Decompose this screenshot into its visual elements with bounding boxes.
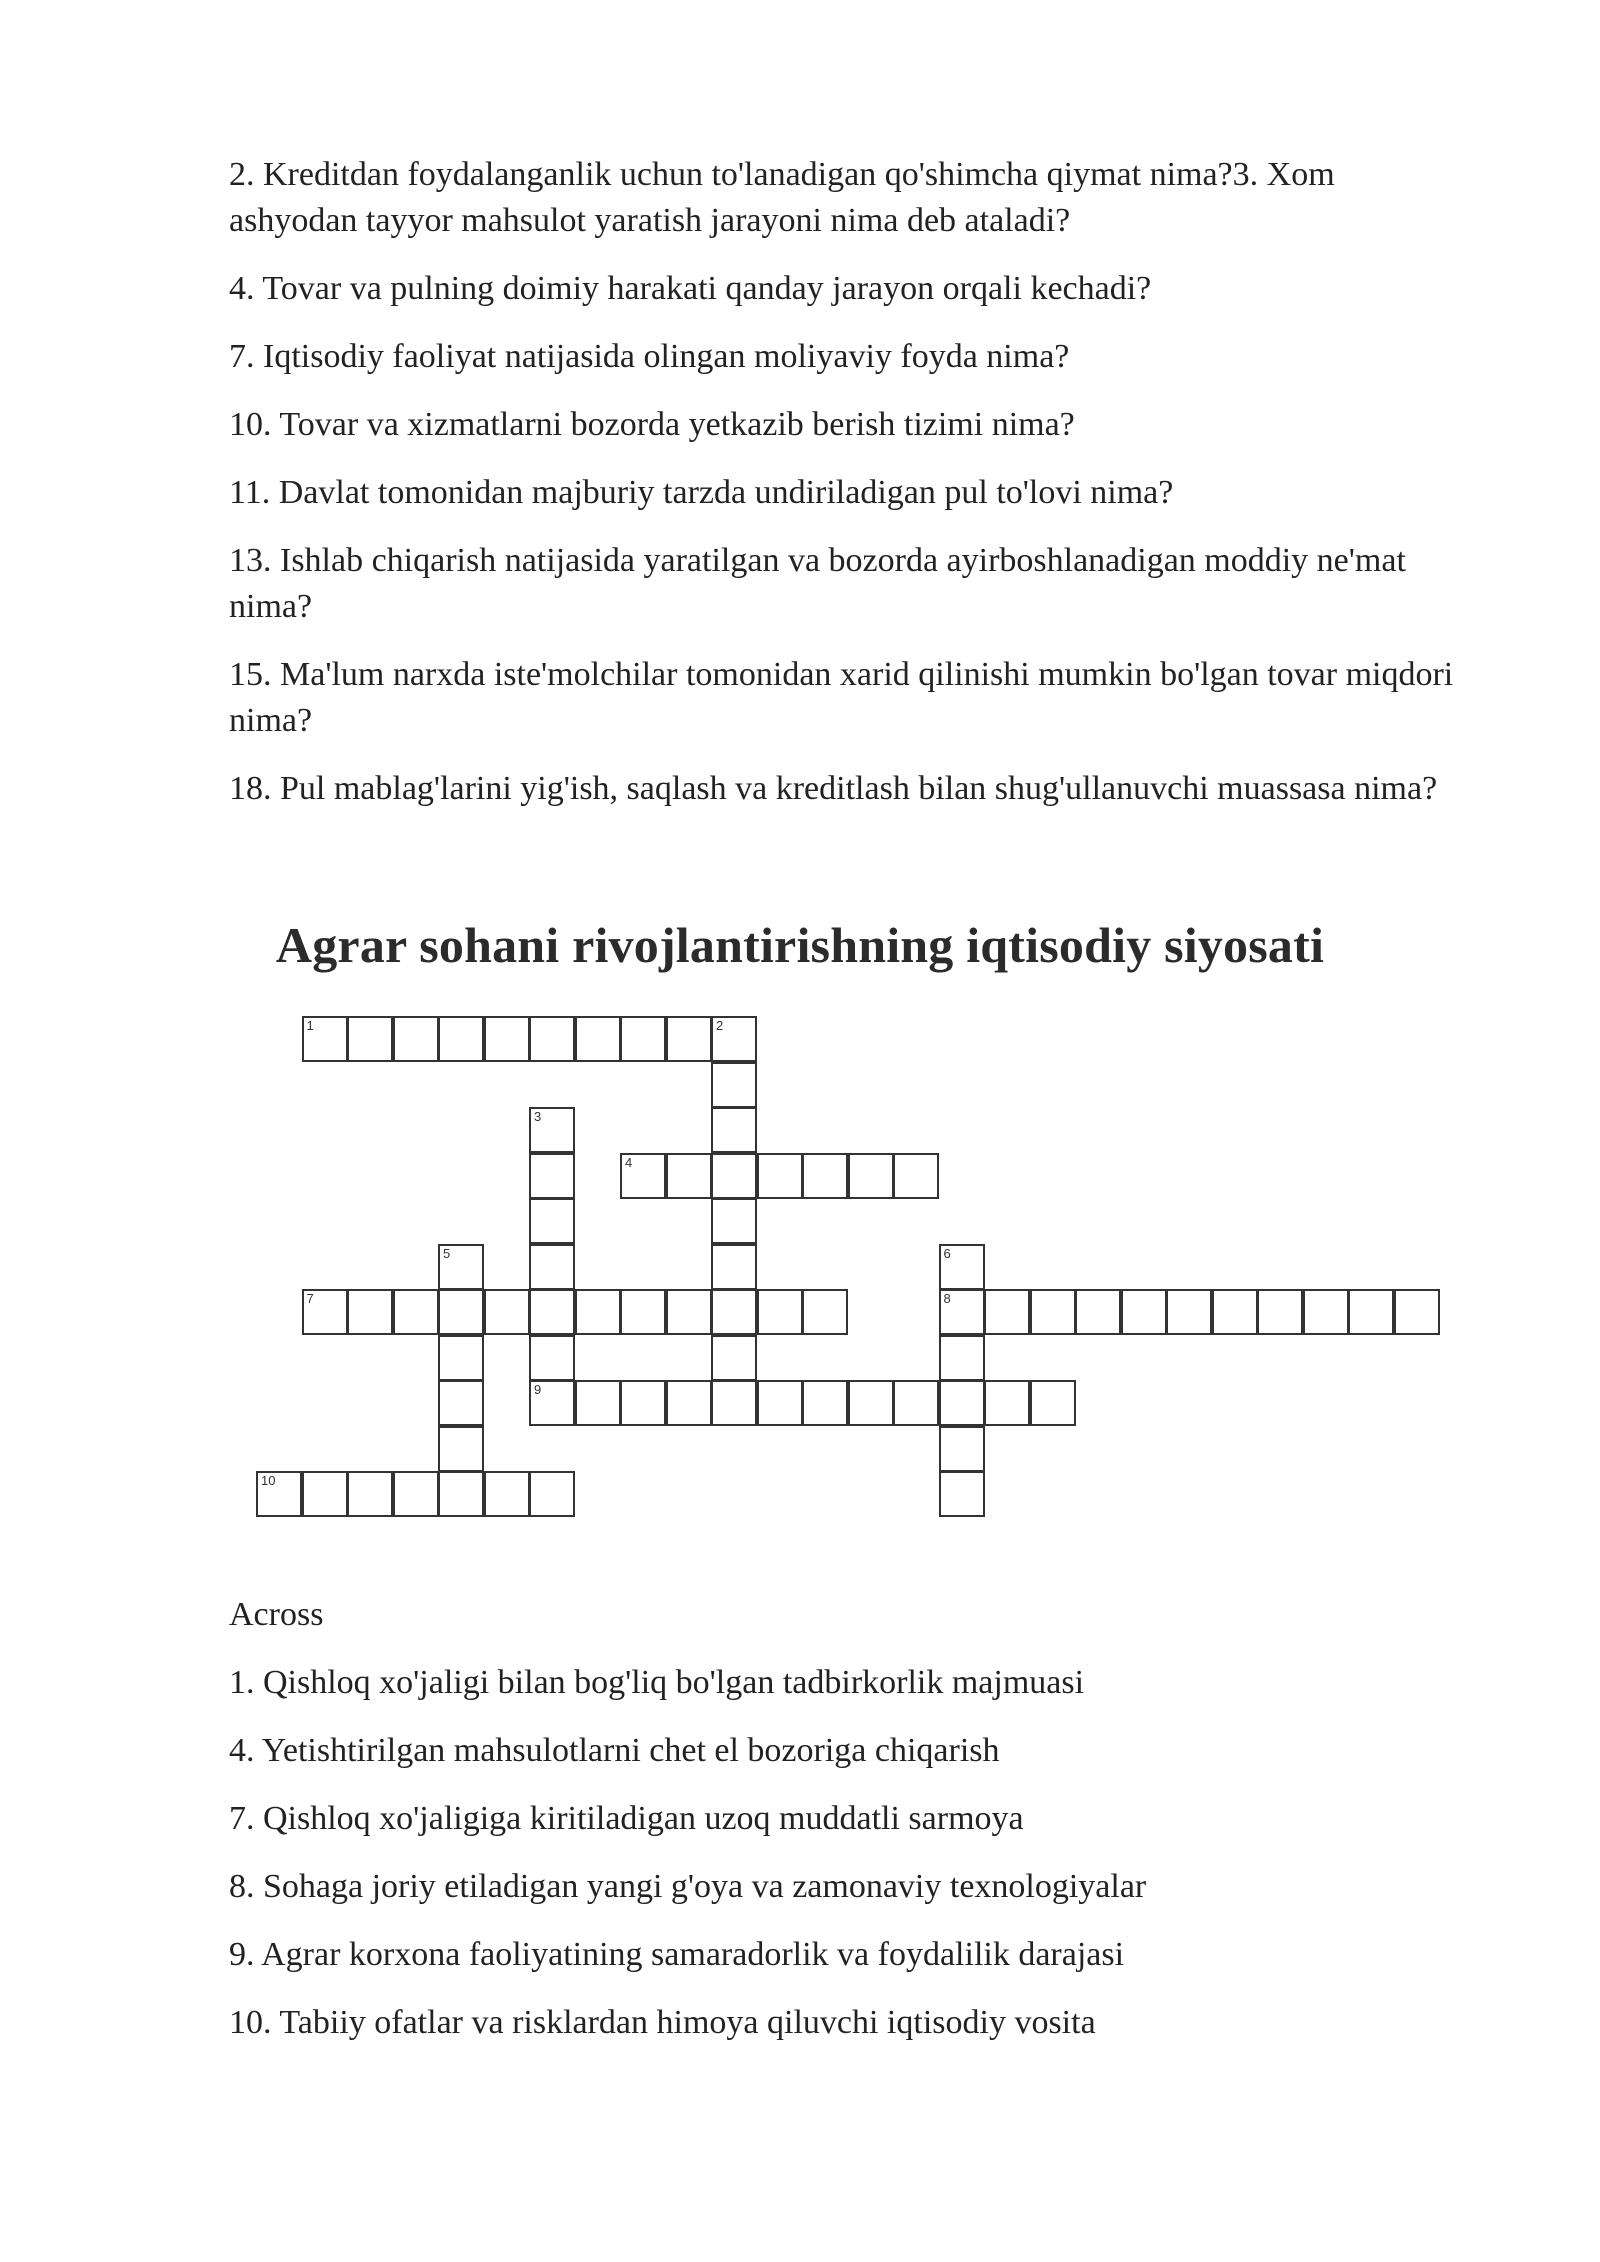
crossword-cell[interactable] [1030,1289,1076,1335]
crossword-cell[interactable] [302,1471,348,1517]
crossword-cell[interactable] [529,1244,575,1290]
down-clue-2-3: 2. Kreditdan foydalanganlik uchun to'lanadigan qo'shimcha qiymat nima?3. Xom ashyodan tayyor mahsulot yaratish jarayoni nima deb ataladi? [229,156,1335,239]
crossword-cell[interactable] [529,1016,575,1062]
crossword-cell[interactable] [438,1016,484,1062]
crossword-cell[interactable] [711,1016,757,1062]
crossword-cell[interactable] [802,1153,848,1199]
crossword-cell[interactable] [620,1016,666,1062]
crossword-cell[interactable] [757,1289,803,1335]
crossword-cell[interactable] [620,1289,666,1335]
crossword-cell[interactable] [620,1153,666,1199]
across-clue-10: 10. Tabiiy ofatlar va risklardan himoya qiluvchi iqtisodiy vosita [229,2004,1096,2041]
crossword-cell[interactable] [666,1016,712,1062]
cell-number: 2 [716,1018,724,1033]
crossword-cell[interactable] [438,1471,484,1517]
crossword-cell[interactable] [484,1016,530,1062]
crossword-cell[interactable] [438,1335,484,1381]
down-clue-4: 4. Tovar va pulning doimiy harakati qanday jarayon orqali kechadi? [229,270,1152,307]
crossword-cell[interactable] [1075,1289,1121,1335]
cell-number: 8 [943,1291,951,1306]
crossword-cell[interactable] [529,1380,575,1426]
crossword-cell[interactable] [575,1016,621,1062]
across-heading: Across [229,1596,324,1633]
across-clue-9: 9. Agrar korxona faoliyatining samaradorlik va foydalilik darajasi [229,1936,1125,1973]
cell-number: 6 [943,1245,951,1261]
crossword-cell[interactable] [711,1153,757,1199]
down-clue-18: 18. Pul mablag'larini yig'ish, saqlash va kreditlash bilan shug'ullanuvchi muassasa nima? [229,770,1438,807]
crossword-cell[interactable] [939,1471,985,1517]
crossword-cell[interactable] [1303,1289,1349,1335]
crossword-cell[interactable] [347,1289,393,1335]
down-clue-7: 7. Iqtisodiy faoliyat natijasida olingan moliyaviy foyda nima? [229,338,1070,375]
crossword-cell[interactable] [757,1153,803,1199]
crossword-cell[interactable] [711,1198,757,1244]
crossword-cell[interactable] [1212,1289,1258,1335]
crossword-cell[interactable] [984,1380,1030,1426]
crossword-cell[interactable] [438,1244,484,1290]
crossword-cell[interactable] [939,1289,985,1335]
crossword-cell[interactable] [484,1289,530,1335]
crossword-cell[interactable] [438,1426,484,1472]
across-clue-7: 7. Qishloq xo'jaligiga kiritiladigan uzoq muddatli sarmoya [229,1800,1024,1837]
crossword-cell[interactable] [939,1380,985,1426]
crossword-cell[interactable] [484,1471,530,1517]
cell-number: 5 [443,1245,451,1261]
crossword-cell[interactable] [711,1380,757,1426]
crossword-cell[interactable] [1257,1289,1303,1335]
crossword-cell[interactable] [711,1335,757,1381]
across-clue-8: 8. Sohaga joriy etiladigan yangi g'oya va zamonaviy texnologiyalar [229,1868,1147,1905]
cell-number: 10 [261,1473,276,1488]
cell-number: 9 [534,1382,542,1397]
crossword-cell[interactable] [939,1335,985,1381]
crossword-cell[interactable] [529,1107,575,1153]
crossword-cell[interactable] [529,1471,575,1517]
down-clue-13: 13. Ishlab chiqarish natijasida yaratilgan va bozorda ayirboshlanadigan moddiy ne'mat nima? [229,542,1406,625]
crossword-cell[interactable] [893,1153,939,1199]
puzzle-title: Agrar sohani rivojlantirishning iqtisodiy siyosati [275,917,1325,973]
crossword-cell[interactable] [575,1380,621,1426]
cell-number: 3 [534,1109,542,1124]
crossword-cell[interactable] [1030,1380,1076,1426]
crossword-cell[interactable] [1348,1289,1394,1335]
crossword-cell[interactable] [438,1289,484,1335]
cell-number: 4 [625,1154,633,1170]
crossword-cell[interactable] [256,1471,302,1517]
crossword-cell[interactable] [1394,1289,1440,1335]
crossword-cell[interactable] [666,1380,712,1426]
crossword-cell[interactable] [1166,1289,1212,1335]
crossword-cell[interactable] [302,1016,348,1062]
crossword-cell[interactable] [302,1289,348,1335]
crossword-cell[interactable] [666,1289,712,1335]
across-clue-1: 1. Qishloq xo'jaligi bilan bog'liq bo'lgan tadbirkorlik majmuasi [229,1664,1085,1701]
crossword-cell[interactable] [802,1380,848,1426]
crossword-cell[interactable] [620,1380,666,1426]
crossword-cell[interactable] [529,1335,575,1381]
crossword-cell[interactable] [711,1289,757,1335]
crossword-cell[interactable] [711,1244,757,1290]
crossword-cell[interactable] [939,1426,985,1472]
crossword-cell[interactable] [575,1289,621,1335]
crossword-cell[interactable] [893,1380,939,1426]
crossword-cell[interactable] [529,1198,575,1244]
crossword-cell[interactable] [1121,1289,1167,1335]
crossword-cell[interactable] [848,1380,894,1426]
crossword-cell[interactable] [438,1380,484,1426]
crossword-cell[interactable] [393,1471,439,1517]
down-clue-15: 15. Ma'lum narxda iste'molchilar tomonidan xarid qilinishi mumkin bo'lgan tovar miqdori nima? [229,656,1454,739]
crossword-cell[interactable] [666,1153,712,1199]
down-clue-11: 11. Davlat tomonidan majburiy tarzda undiriladigan pul to'lovi nima? [229,474,1174,511]
crossword-cell[interactable] [711,1062,757,1108]
crossword-cell[interactable] [757,1380,803,1426]
crossword-cell[interactable] [529,1289,575,1335]
crossword-cell[interactable] [848,1153,894,1199]
crossword-cell[interactable] [347,1016,393,1062]
crossword-cell[interactable] [393,1289,439,1335]
crossword-cell[interactable] [984,1289,1030,1335]
cell-number: 7 [306,1291,314,1306]
crossword-cell[interactable] [529,1153,575,1199]
crossword-cell[interactable] [939,1244,985,1290]
crossword-cell[interactable] [347,1471,393,1517]
cell-number: 1 [306,1018,314,1033]
down-clue-10: 10. Tovar va xizmatlarni bozorda yetkazib berish tizimi nima? [229,406,1075,443]
across-clue-4: 4. Yetishtirilgan mahsulotlarni chet el bozoriga chiqarish [229,1732,1000,1769]
crossword-cell[interactable] [711,1107,757,1153]
crossword-cell[interactable] [393,1016,439,1062]
crossword-cell[interactable] [802,1289,848,1335]
